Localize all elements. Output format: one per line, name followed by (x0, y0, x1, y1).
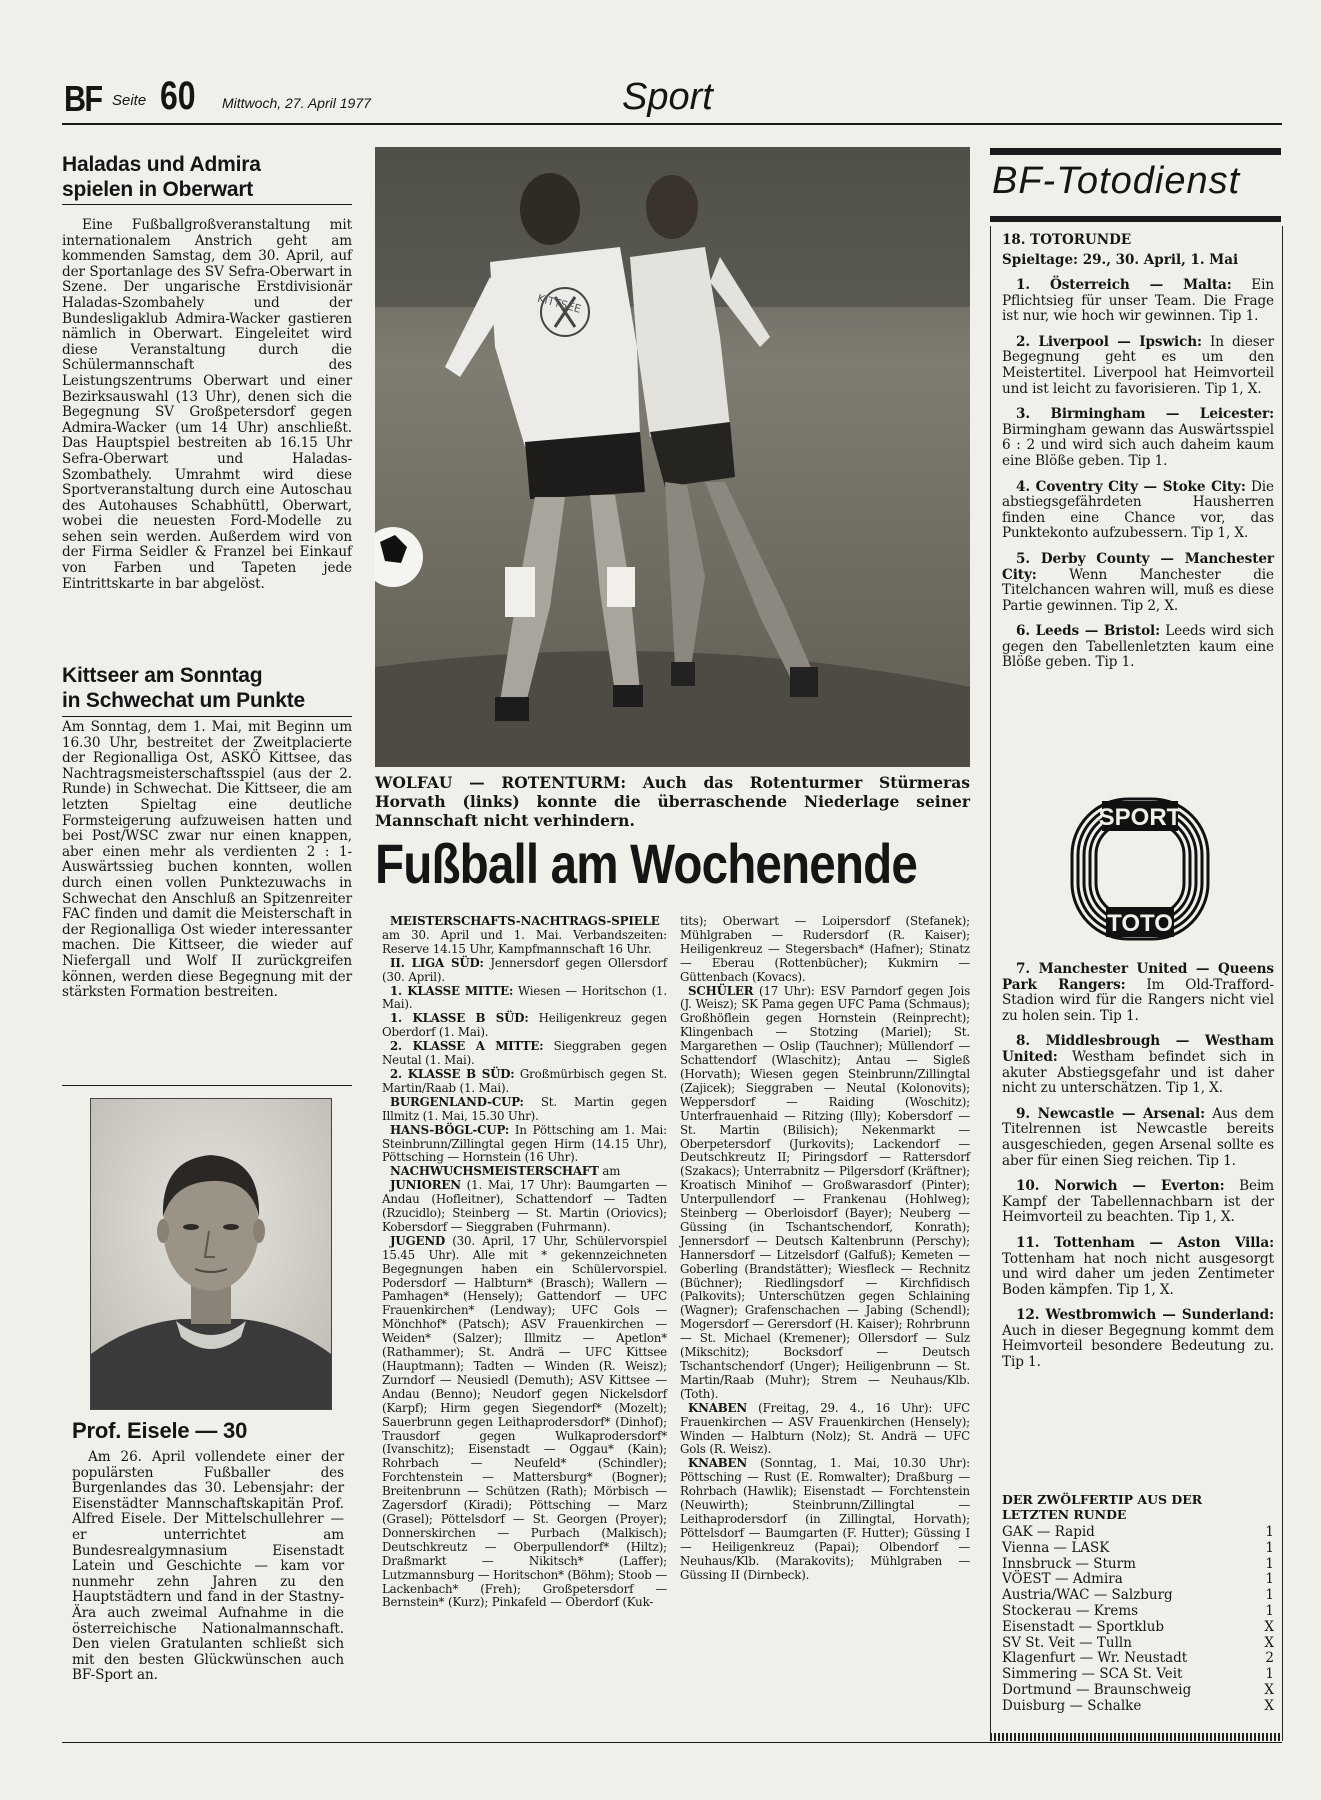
logo-sport-text: SPORT (1098, 804, 1182, 831)
results-table (1002, 1525, 1274, 1715)
toto-tip (1002, 1236, 1274, 1298)
toto-tip-text: Die abstiegsgefährdeten Hausherren finden eine Chance vor, das Punktekonto aufzubessern. Tip 1, X. (1002, 478, 1274, 542)
toto-tip-match: 11. Tottenham — Aston Villa: (1016, 1234, 1274, 1251)
article2-body: Am Sonntag, dem 1. Mai, mit Beginn um 16.30 Uhr, bestreitet der Zweitplacierte der Regionalliga Ost, ASKÖ Kittsee, das Nachtragsmeisterschaftsspiel (aus der 2. Runde) in Schwechat. Die Kittseer, die am letzten Spieltag eine deutliche Formsteigerung aufzuweisen hatten und bei Post/WSC zwar nur einen knappen, aber einen mehr als verdienten 2 : 1-Auswärtssieg buchen konnten, wollen durch einen vollen Punktezuwachs in Schwechat den Anschluß an Spitzenreiter FAC finden und damit die Meisterschaft in der Regionalliga Ost wieder interessanter machen. Die Kittseer, die wieder auf Niefergall und Wolf II zurückgreifen können, werden diese Begegnung mit der stärksten Formation bestreiten. (62, 719, 352, 1001)
toto-tip (1002, 1308, 1274, 1370)
toto-tip-match: 8. Middlesbrough — Westham United: (1002, 1033, 1274, 1065)
results-row (1002, 1667, 1274, 1683)
toto-tip-match: 5. Derby County — Manchester City: (1002, 550, 1274, 583)
main-headline: Fußball am Wochenende (375, 832, 917, 895)
schedule-text: Wiesen — Horitschon (1. Mai). (382, 983, 667, 1012)
toto-tip (1002, 1107, 1274, 1169)
photo-caption (375, 773, 970, 830)
schedule-heading: JUGEND (390, 1233, 446, 1248)
main-article-col1 (382, 915, 667, 1610)
schedule-heading: NACHWUCHSMEISTERSCHAFT (390, 1164, 599, 1179)
schedule-text: In Pöttsching am 1. Mai: Steinbrunn/Zillingtal gegen Hirm (14.15 Uhr), Pöttsching — Hornstein (16 Uhr). (382, 1122, 667, 1165)
article2-title-rule (62, 716, 352, 717)
results-match: GAK — Rapid (1002, 1524, 1095, 1540)
schedule-text: Heiligenkreuz gegen Oberdorf (1. Mai). (382, 1011, 667, 1040)
schedule-paragraph (382, 1235, 667, 1610)
results-title-line1: DER ZWÖLFERTIP AUS DER (1002, 1492, 1203, 1507)
results-tip: 1 (1265, 1555, 1274, 1572)
results-match: Eisenstadt — Sportklub (1002, 1618, 1165, 1635)
schedule-paragraph (382, 957, 667, 985)
results-row (1002, 1683, 1274, 1699)
toto-tip-match: 12. Westbromwich — Sunderland: (1016, 1307, 1274, 1324)
results-row (1002, 1588, 1274, 1604)
schedule-paragraph (382, 985, 667, 1013)
results-tip: X (1264, 1681, 1274, 1698)
portrait-photo (90, 1098, 332, 1410)
schedule-text: (17 Uhr): ESV Parndorf gegen Jois (J. Weisz); SK Pama gegen UFC Pama (Schmaus); Großhöflein gegen Hornstein (Reinprecht); Klingenbach — Stotzing (Mariel); St. Margarethen — Oslip (Tauchner); Müllendorf — Schattendorf (Wlaschitz); Antau — Sigleß (Horvath); Wiesen gegen Steinbrunn/Zillingtal (Zajicek); Sieggraben — Neutal (Kolonovits); Weppersdorf — Raiding (Woschitz); Unterfrauenhaid — Ritzing (Illy); Kobersdorf — St. Martin (Bilisich); Nekenmarkt — Oberpetersdorf (Jurkovits); Lackendorf — Deutschkreutz II; Piringsdorf — Rattersdorf (Szakacs); Unterrabnitz — Pilgersdorf (Kräftner); Kroatisch Minihof — Großwarasdorf (Pinter); Unterpullendorf — Frankenau (Hohlweg); Steinberg — Oberloisdorf (Bayer); Neuberg — Güssing (in Tschantschendorf, Konrath); Jennersdorf — Deutsch Kaltenbrunn (Perschy); Hannersdorf — Litzelsdorf (Galfuß); Kemeten — Goberling (Brandstätter); Wiesfleck — Rechnitz (Büchner); Riedlingsdorf — Kirchfidisch (Palkovits); Unterschützen gegen Schlaining (Wagner); Grafenschachen — Jabing (Schendl); Mogersdorf — Gerersdorf (H. Kaiser); Rohrbrunn — St. Michael (Kremener); Ollersdorf — Sulz (Mikschitz); Bocksdorf — Deutsch Tschantschendorf (Unger); Heiligenbrunn — St. Martin/Raab (Muhr); Strem — Neuhaus/Klb. (Toth). (680, 983, 970, 1401)
schedule-text: (Freitag, 29. 4., 16 Uhr): UFC Frauenkirchen — ASV Frauenkirchen (Hensely); Winden — Halbturn (Nolz); St. Andrä — UFC Gols (R. Weisz). (680, 1400, 970, 1457)
schedule-text: am 30. April und 1. Mai. Verbandszeiten: Reserve 14.15 Uhr, Kampfmannschaft 16 Uhr. (382, 927, 667, 956)
header-rule (62, 123, 1282, 125)
results-tip: 1 (1265, 1587, 1274, 1604)
toto-tip-text: In dieser Begegnung geht es um den Meistertitel. Liverpool hat Heimvorteil und ist leicht zu favorisieren. Tip 1, X. (1002, 333, 1274, 397)
results-row (1002, 1541, 1274, 1557)
logo-toto-text: TOTO (1107, 910, 1173, 937)
results-match: Austria/WAC — Salzburg (1002, 1587, 1173, 1604)
schedule-heading: BURGENLAND-CUP: (390, 1094, 524, 1109)
seite-label: Seite (112, 92, 147, 109)
toto-title-bar (990, 216, 1281, 222)
caption-text: Auch das Rotenturmer Stürmeras Horvath (links) konnte die überraschende Niederlage seiner Mannschaft nicht verhindern. (375, 773, 970, 830)
toto-tip-match: 4. Coventry City — Stoke City: (1016, 478, 1246, 495)
schedule-heading: 2. KLASSE B SÜD: (390, 1066, 515, 1081)
toto-tip-match: 3. Birmingham — Leicester: (1016, 406, 1274, 423)
toto-tip-text: Beim Kampf der Tabellennachbarn ist der Heimvorteil zu beachten. Tip 1, X. (1002, 1178, 1274, 1226)
toto-tip-text: Birmingham gewann das Auswärtsspiel 6 : 2 und wird sich auch daheim kaum eine Blöße geben. Tip 1. (1002, 421, 1274, 469)
schedule-heading: JUNIOREN (390, 1178, 461, 1193)
schedule-paragraph (680, 1457, 970, 1582)
schedule-heading: MEISTERSCHAFTS-NACHTRAGS-SPIELE (390, 914, 660, 928)
toto-tip-match: 7. Manchester United — Queens Park Rangers: (1002, 961, 1274, 993)
toto-tip (1002, 624, 1274, 671)
schedule-paragraph (382, 1012, 667, 1040)
toto-tip-match: 10. Norwich — Everton: (1016, 1178, 1225, 1195)
results-title-line2: LETZTEN RUNDE (1002, 1507, 1127, 1522)
toto-round: 18. TOTORUNDE (1002, 232, 1132, 248)
toto-tip-text: Im Old-Trafford-Stadion wird für die Rangers nicht viel zu holen sein. Tip 1. (1002, 976, 1275, 1024)
schedule-paragraph (382, 1068, 667, 1096)
toto-tip (1002, 1034, 1274, 1096)
toto-tip-match: 2. Liverpool — Ipswich: (1016, 333, 1202, 350)
schedule-heading: 1. KLASSE MITTE: (390, 983, 514, 998)
schedule-heading: KNABEN (688, 1400, 748, 1415)
schedule-heading: 2. KLASSE A MITTE: (390, 1039, 544, 1054)
article2-title-line2: in Schwechat um Punkte (62, 689, 305, 712)
toto-tips-1 (1002, 278, 1274, 681)
results-tip: X (1264, 1697, 1274, 1714)
schedule-paragraph (680, 1402, 970, 1458)
schedule-heading: SCHÜLER (688, 983, 754, 998)
article2-bottom-rule (62, 1085, 352, 1086)
results-match: Klagenfurt — Wr. Neustadt (1002, 1650, 1188, 1667)
schedule-text: Sieggraben gegen Neutal (1. Mai). (382, 1039, 667, 1068)
toto-tip (1002, 407, 1274, 469)
results-tip: 2 (1265, 1650, 1274, 1667)
results-tip: X (1264, 1634, 1274, 1651)
toto-bottom-pattern (990, 1733, 1281, 1741)
schedule-text: (30. April, 17 Uhr, Schülervorspiel 15.45 Uhr). Alle mit * gekennzeichneten Begegnungen haben ein Schülervorspiel. Podersdorf — Halbturn* (Brasch); Wallern — Pamhagen* (Hensely); Gattendorf — UFC Frauenkirchen* (Lendway); UFC Gols — Mönchhof* (Patsch); ASV Frauenkirchen — Weiden* (Salzer); Illmitz — Apetlon* (Rathammer); St. Andrä — UFC Kittsee (Hauptmann); Tadten — Winden (R. Weisz); Zurndorf — Neusiedl (Demuth); ASV Kittsee — Andau (Benno); Neudorf gegen Nickelsdorf (Karpf); Hirm gegen Siegendorf* (Mozelt); Sauerbrunn gegen Leithaprodersdorf* (Dinhof); Trausdorf gegen Wulkaprodersdorf* (Ivanschitz); Eisenstadt — Oggau* (Kain); Rohrbach — Neufeld* (Schindler); Forchtenstein — Mattersburg* (Bogner); Breitenbrunn — Schützen (Rath); Mörbisch — Zagersdorf (Kiradi); Pöttsching — Marz (Grasel); Pöttelsdorf — St. Georgen (Proyer); Donnerskirchen — Purbach (Malkisch); Deutschkreutz — Oberpullendorf* (Hiltz); Draßmarkt — Nikitsch* (Laffer); Lutzmannsburg — Horitschon* (Böhm); Stoob — Lackenbach* (Freh); Großpetersdorf — Bernstein* (Kurz); Pinkafeld — Oberdorf (Kuk- (382, 1233, 667, 1610)
results-match: Innsbruck — Sturm (1002, 1555, 1136, 1572)
toto-title: BF-Totodienst (992, 160, 1241, 202)
toto-spieltage: Spieltage: 29., 30. April, 1. Mai (1002, 252, 1239, 268)
section-title: Sport (622, 76, 713, 118)
schedule-paragraph (382, 915, 667, 957)
toto-tip-match: 1. Österreich — Malta: (1016, 277, 1232, 293)
schedule-paragraph (382, 1040, 667, 1068)
schedule-text: St. Martin gegen Illmitz (1. Mai, 15.30 Uhr). (382, 1094, 667, 1123)
schedule-paragraph (382, 1096, 667, 1124)
football-action-image (375, 147, 970, 767)
toto-tip-text: Aus dem Titelrennen ist Newcastle bereits ausgeschieden, gegen Arsenal sollte es aber für einen Sieg reichen. Tip 1. (1002, 1105, 1274, 1169)
article1-title-rule (62, 204, 352, 205)
results-row (1002, 1651, 1274, 1667)
toto-tip-text: Tottenham hat noch nicht ausgesorgt und wird daher um jeden Zentimeter Boden kämpfen. Tip 1, X. (1002, 1250, 1274, 1298)
main-article-col2 (680, 915, 970, 1583)
schedule-text: Jennersdorf gegen Ollersdorf (30. April). (382, 955, 667, 984)
results-match: Dortmund — Braunschweig (1002, 1681, 1192, 1698)
toto-tip (1002, 1179, 1274, 1226)
schedule-text: am (598, 1164, 621, 1179)
results-title (1002, 1492, 1202, 1522)
sport-toto-logo (1070, 795, 1210, 943)
article1-body: Eine Fußballgroßveranstaltung mit internationalem Anstrich geht am kommenden Samstag, dem 30. April, auf der Sportanlage des SV Sefra-Oberwart in Szene. Der ungarische Erstdivisionär Haladas-Szombahely und der Bundesligaklub Admira-Wacker gastieren nämlich in Oberwart. Eingeleitet wird diese Veranstaltung durch die Schülermannschaft des Leistungszentrums Oberwart und einer Bezirksauswahl (13 Uhr), denen sich die Begegnung SV Großpetersdorf gegen Admira-Wacker (um 14 Uhr) anschließt. Das Hauptspiel bestreiten ab 16.15 Uhr Sefra-Oberwart und Haladas-Szombathely. Umrahmt wird diese Sportveranstaltung durch eine Autoschau des Autohauses Schabhüttl, Oberwart, wobei die neuesten Ford-Modelle zu sehen sein werden. Außerdem wird von der Firma Seidler & Franzel bei Einkauf von Farben und Tapeten jede Eintrittskarte in bar abgelöst. (62, 217, 352, 592)
article3-title: Prof. Eisele — 30 (72, 1418, 248, 1443)
results-match: Simmering — SCA St. Veit (1002, 1666, 1183, 1683)
toto-tip (1002, 278, 1274, 325)
article2-title-line1: Kittseer am Sonntag (62, 664, 263, 687)
results-tip: X (1264, 1618, 1274, 1635)
toto-tip-text: Auch in dieser Begegnung kommt dem Heimvorteil besondere Bedeutung zu. Tip 1. (1002, 1322, 1274, 1371)
schedule-text: tits); Oberwart — Loipersdorf (Stefanek); Mühlgraben — Rudersdorf (R. Kaiser); Heiligenkreuz — Stegersbach* (Hafner); Stinatz — Eberau (Rottenbücher); Kukmirn — Güttenbach (Kovacs). (680, 914, 970, 984)
article3-body: Am 26. April vollendete einer der populärsten Fußballer des Burgenlandes das 30. Lebensjahr: der Eisenstädter Mannschaftskapitän Prof. Alfred Eisele. Der Mittelschullehrer — er unterrichtet am Bundesrealgymnasium Eisenstadt Latein und Geschichte — kam vor nunmehr zehn Jahren zu den Hauptstädtern und fand in der Stastny-Ära auch zweimal Aufnahme in die österreichische Nationalmannschaft. Den vielen Gratulanten schließt sich mit den besten Glückwünschen auch BF-Sport an. (72, 1449, 344, 1684)
results-row (1002, 1636, 1274, 1652)
results-tip: 1 (1265, 1571, 1274, 1588)
results-match: SV St. Veit — Tulln (1002, 1634, 1132, 1651)
results-match: VÖEST — Admira (1002, 1571, 1123, 1588)
article1-title-line2: spielen in Oberwart (62, 178, 254, 201)
sport-toto-logo-graphic (1070, 795, 1210, 943)
toto-tip (1002, 480, 1274, 542)
article1-title (62, 152, 352, 202)
eisele-portrait-image (91, 1099, 331, 1409)
toto-tip-text: Leeds wird sich gegen den Tabellenletzten kaum eine Blöße geben. Tip 1. (1002, 623, 1274, 671)
toto-tip-text: Wenn Manchester die Titelchancen wahren will, muß es diese Partie gewinnen. Tip 2, X. (1002, 566, 1274, 614)
schedule-paragraph (680, 915, 970, 985)
results-match: Stockerau — Krems (1002, 1602, 1139, 1619)
results-match: Vienna — LASK (1002, 1539, 1110, 1556)
schedule-heading: HANS-BÖGL-CUP: (390, 1122, 510, 1137)
page-bottom-rule (62, 1742, 1282, 1743)
caption-lead: WOLFAU — ROTENTURM: (375, 773, 627, 792)
toto-tips-2 (1002, 962, 1274, 1381)
schedule-heading: KNABEN (688, 1456, 748, 1471)
article1-title-line1: Haladas und Admira (62, 153, 261, 176)
jersey-text: KITTSEE (536, 291, 583, 316)
results-row (1002, 1699, 1274, 1715)
schedule-heading: 1. KLASSE B SÜD: (390, 1011, 529, 1026)
results-tip: 1 (1265, 1539, 1274, 1556)
schedule-paragraph (382, 1165, 667, 1179)
schedule-paragraph (382, 1124, 667, 1166)
main-action-photo (375, 147, 970, 767)
toto-tip-match: 9. Newcastle — Arsenal: (1016, 1105, 1206, 1122)
schedule-text: (Sonntag, 1. Mai, 10.30 Uhr): Pöttsching — Rust (E. Romwalter); Draßburg — Rohrbach (Hawlik); Eisenstadt — Forchtenstein (Neuwirth); Steinbrunn/Zillingtal — Leithaprodersdorf (in Zillingtal, Horvath); Pöttelsdorf — Baumgarten (F. Hutter); Güssing I — Heiligenkreuz (Papai); Olbendorf — Neuhaus/Klb. (Marakovits); Mühlgraben — Güssing II (Dirnbeck). (680, 1456, 970, 1582)
results-row (1002, 1572, 1274, 1588)
results-tip: 1 (1265, 1524, 1274, 1540)
schedule-text: Großmürbisch gegen St. Martin/Raab (1. Mai). (382, 1066, 668, 1095)
schedule-heading: II. LIGA SÜD: (390, 955, 484, 970)
toto-top-bar (990, 148, 1281, 155)
toto-tip-text: Westham befindet sich in akuter Abstiegsgefahr und ist daher nicht zu unterschätzen. Tip 1, X. (1002, 1048, 1274, 1097)
issue-date: Mittwoch, 27. April 1977 (222, 95, 371, 111)
toto-tip-match: 6. Leeds — Bristol: (1016, 623, 1161, 640)
article2-title (62, 663, 362, 713)
results-row (1002, 1525, 1274, 1541)
masthead-logo: BF (64, 78, 102, 119)
results-row (1002, 1620, 1274, 1636)
toto-tip (1002, 962, 1274, 1024)
toto-tip-text: Ein Pflichtsieg für unser Team. Die Frage ist nur, wie hoch wir gewinnen. Tip 1. (1002, 277, 1274, 325)
schedule-paragraph (680, 985, 970, 1402)
toto-tip (1002, 552, 1274, 614)
results-row (1002, 1604, 1274, 1620)
results-tip: 1 (1265, 1666, 1274, 1683)
schedule-text: (1. Mai, 17 Uhr): Baumgarten — Andau (Hofleitner), Schattendorf — Tadten (Rzucidlo); Steinberg — St. Martin (Oriovics); Kobersdorf — Sieggraben (Fuhrmann). (382, 1178, 667, 1234)
schedule-paragraph (382, 1179, 667, 1235)
results-match: Duisburg — Schalke (1002, 1697, 1142, 1714)
toto-tip (1002, 335, 1274, 397)
page-number: 60 (160, 74, 196, 118)
results-tip: 1 (1265, 1602, 1274, 1619)
